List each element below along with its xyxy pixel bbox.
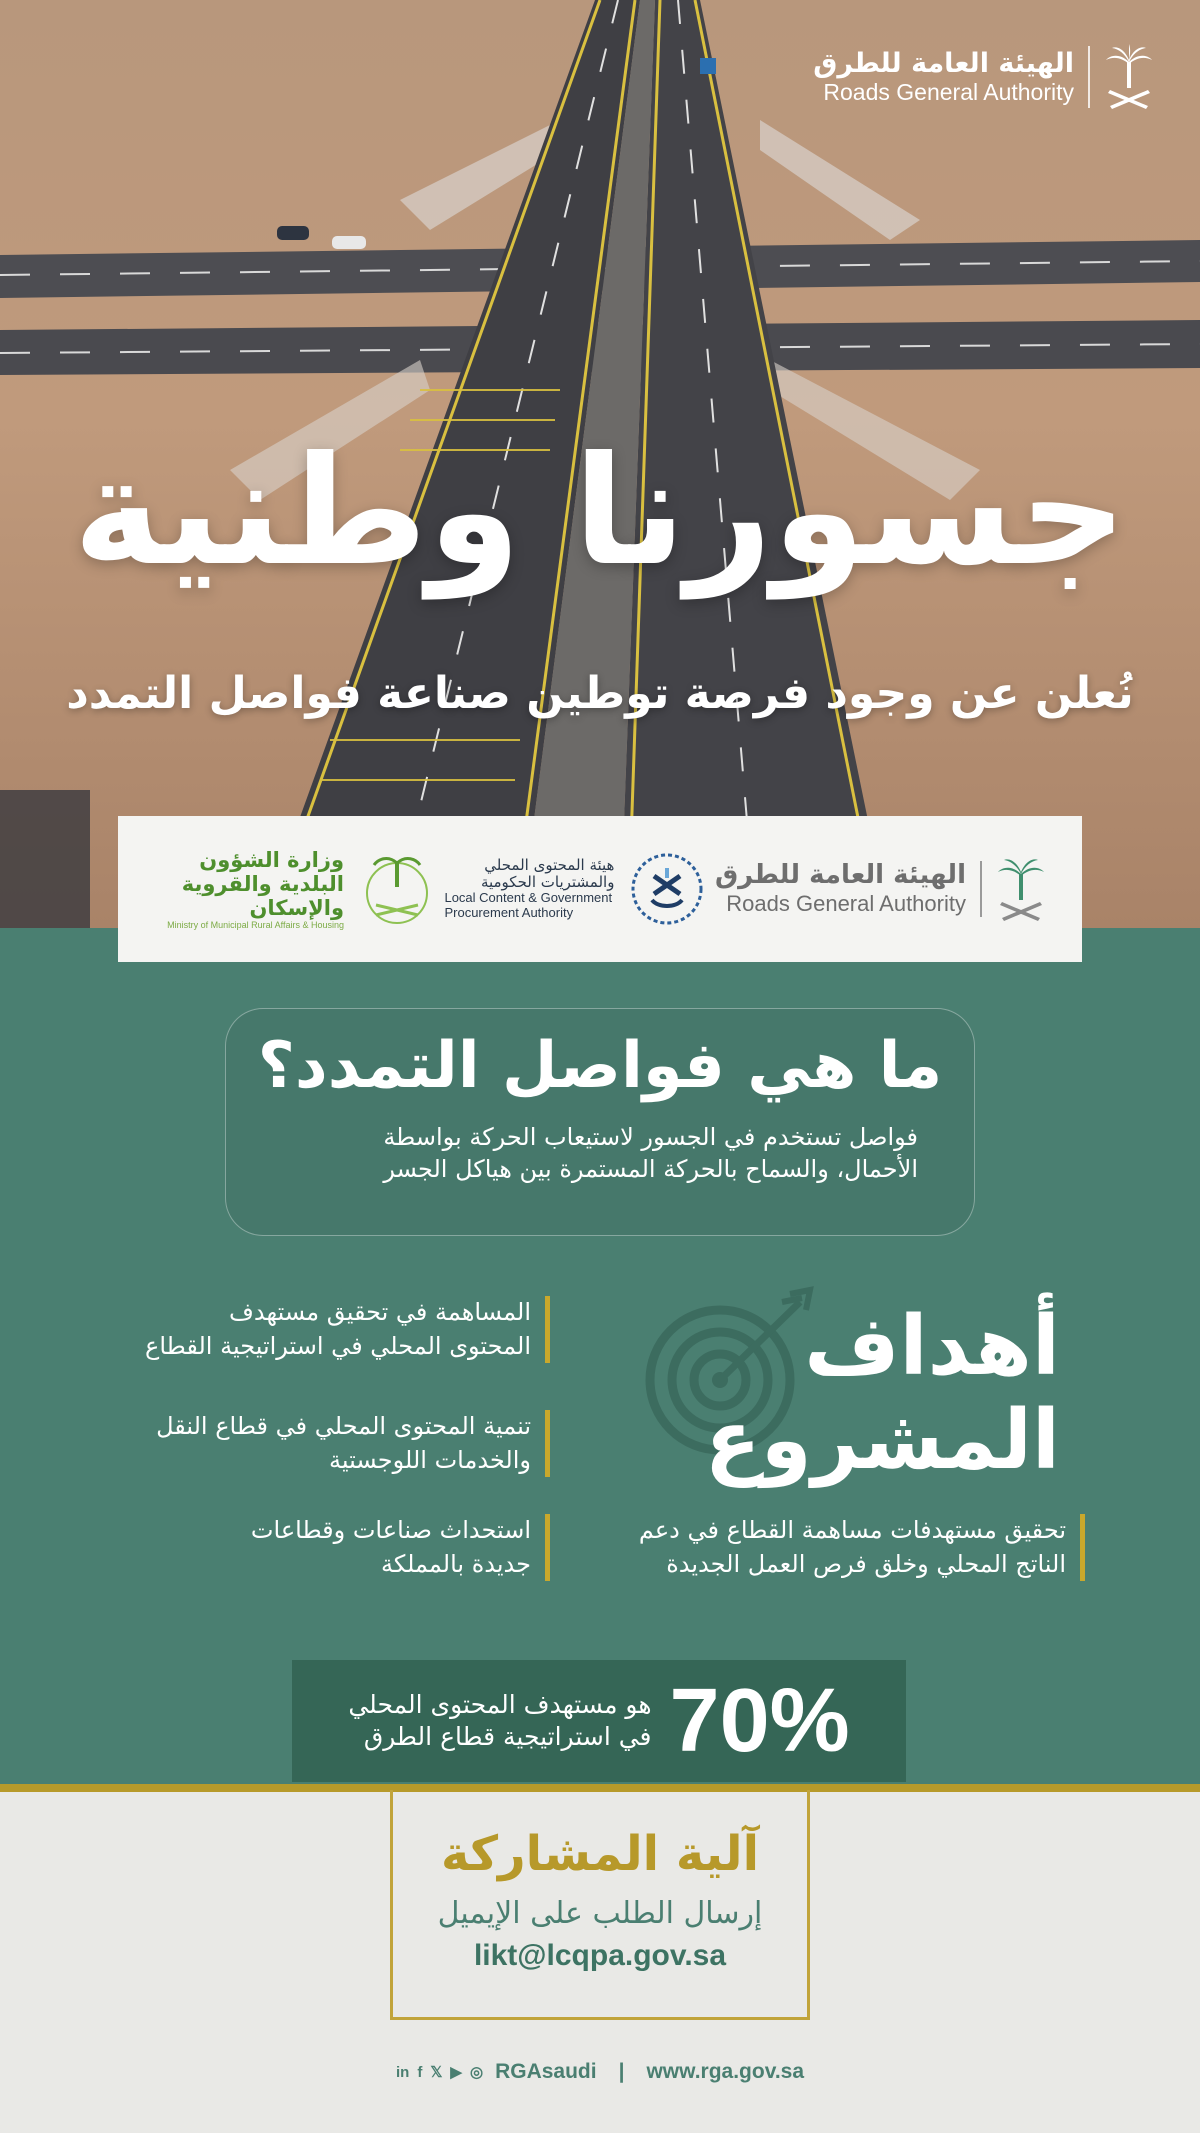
social-icons [396, 2063, 483, 2081]
definition-answer [226, 1121, 974, 1186]
definition-answer-line: الأحمال، والسماح بالحركة المستمرة بين هياكل الجسر [383, 1155, 918, 1184]
goal-text: تنمية المحتوى المحلي في قطاع النقل [156, 1412, 531, 1440]
goal-item [110, 1296, 550, 1363]
facebook-icon[interactable]: f [417, 2063, 423, 2081]
participation-title: آلية المشاركة [440, 1826, 760, 1882]
goal-text: تحقيق مستهدفات مساهمة القطاع في دعم [638, 1516, 1066, 1544]
goal-text: والخدمات اللوجستية [329, 1445, 531, 1474]
brand-name-arabic: الهيئة العامة للطرق [813, 48, 1074, 80]
stat-value: 70% [669, 1670, 850, 1771]
participation-box [390, 1790, 810, 2020]
goals-heading-line: أهداف [804, 1299, 1060, 1394]
brand-name-english: Roads General Authority [823, 79, 1074, 106]
footer-separator: | [618, 2060, 625, 2083]
rga-partner-divider [980, 861, 982, 917]
youtube-icon[interactable]: ▶ [450, 2064, 462, 2081]
rga-header-logo [813, 44, 1154, 110]
brand-divider [1088, 46, 1090, 108]
rga-partner-logo [715, 856, 1046, 922]
goals-heading-line: المشروع [704, 1393, 1060, 1489]
goal-text: جديدة بالمملكة [380, 1549, 531, 1578]
lcgpa-name-arabic: هيئة المحتوى المحلي والمشتريات الحكومية [480, 855, 615, 892]
goal-item [110, 1410, 550, 1477]
ministry-name-english: Ministry of Municipal Rural Affairs & Housing [167, 920, 344, 931]
lcgpa-name-english: Local Content & Government Procurement Authority [444, 890, 613, 921]
definition-card [225, 1008, 975, 1236]
goals-heading [705, 1300, 1060, 1489]
hero-section [0, 0, 1200, 931]
rga-partner-name-english: Roads General Authority [726, 891, 966, 917]
rga-partner-name-arabic: الهيئة العامة للطرق [714, 860, 966, 891]
goal-item [110, 1514, 550, 1581]
ministry-emblem-icon [358, 853, 436, 925]
stat-label [348, 1689, 651, 1754]
palm-swords-icon [996, 856, 1046, 922]
participation-email-link[interactable]: likt@lcqpa.gov.sa [473, 1939, 727, 1972]
definition-answer-line: فواصل تستخدم في الجسور لاستيعاب الحركة بواسطة [383, 1123, 918, 1151]
goal-text: استحداث صناعات وقطاعات [250, 1516, 531, 1544]
ministry-logo [154, 848, 436, 931]
x-icon[interactable]: 𝕏 [430, 2064, 443, 2081]
linkedin-icon[interactable]: in [395, 2063, 410, 2081]
lcgpa-emblem-icon [628, 850, 706, 928]
stat-label-line: هو مستهدف المحتوى المحلي [348, 1689, 652, 1719]
local-content-target-box [292, 1660, 906, 1782]
goal-item [585, 1514, 1085, 1581]
participation-subtitle: إرسال الطلب على الإيميل [437, 1896, 763, 1931]
goal-text: الناتج المحلي وخلق فرص العمل الجديدة [666, 1549, 1066, 1578]
lcgpa-logo [444, 850, 706, 928]
palm-swords-icon [1104, 44, 1154, 110]
hero-subtitle: نُعلن عن وجود فرصة توطين صناعة فواصل التمدد [66, 668, 1134, 719]
goal-text: المساهمة في تحقيق مستهدف [229, 1298, 531, 1326]
social-handle[interactable]: RGAsaudi [495, 2060, 597, 2083]
website-link[interactable]: www.rga.gov.sa [646, 2060, 805, 2083]
hero-title: جسورنا وطنية [73, 425, 1127, 599]
footer [0, 2060, 1200, 2084]
definition-question: ما هي فواصل التمدد؟ [257, 1029, 943, 1103]
partner-logos-strip [118, 816, 1082, 962]
instagram-icon[interactable]: ◎ [469, 2064, 484, 2081]
stat-label-line: في استراتيجية قطاع الطرق [363, 1722, 652, 1751]
ministry-name-arabic: وزارة الشؤون البلدية والقروية والإسكان [181, 847, 344, 920]
goal-text: المحتوى المحلي في استراتيجية القطاع [145, 1331, 531, 1360]
